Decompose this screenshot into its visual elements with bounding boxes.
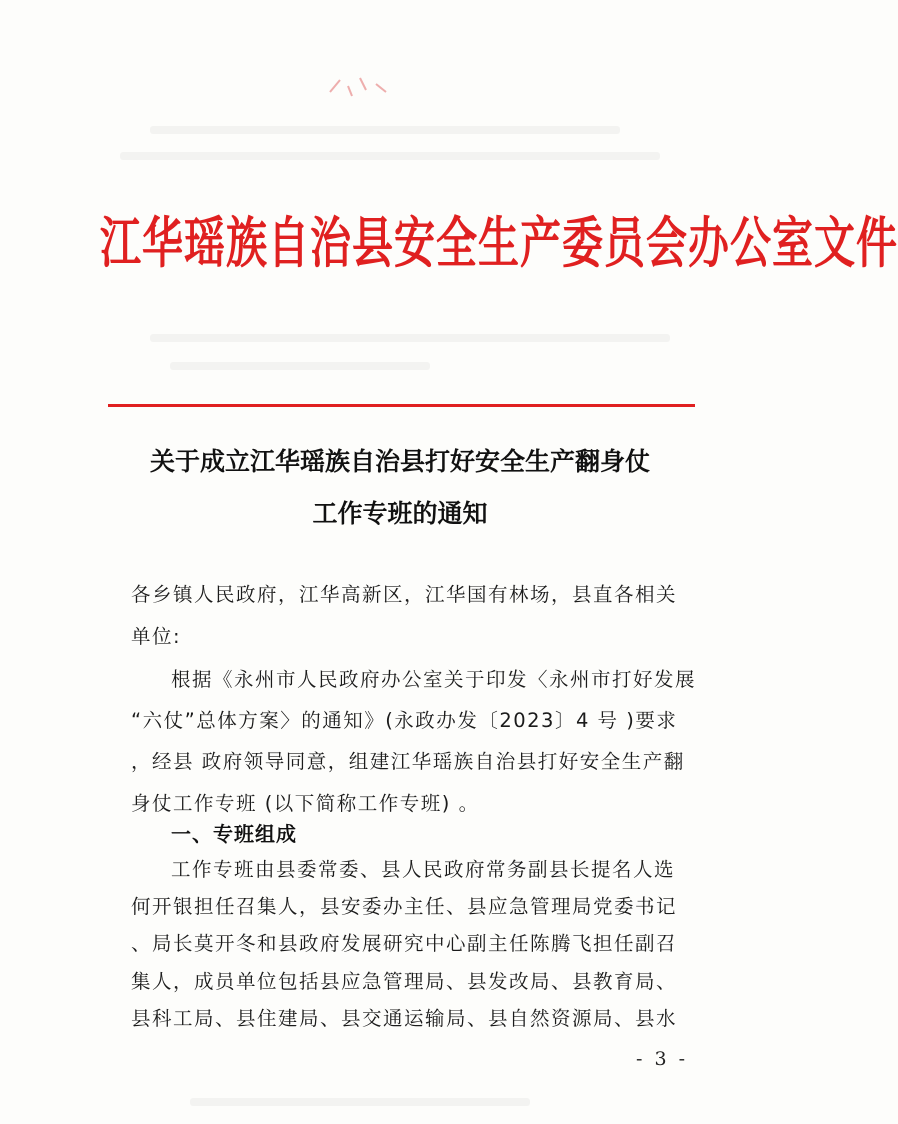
bleed-through-mark	[190, 1098, 530, 1106]
intro-line-1: 根据《永州市人民政府办公室关于印发〈永州市打好发展	[171, 668, 697, 691]
bleed-through-mark	[170, 362, 430, 370]
addressee-line-2: 单位:	[131, 625, 182, 648]
section1-line-3: 、局长莫开冬和县政府发展研究中心副主任陈腾飞担任副召	[131, 932, 678, 955]
bleed-through-mark	[150, 334, 670, 342]
section1-line-4: 集人，成员单位包括县应急管理局、县发改局、县教育局、	[131, 970, 678, 993]
bleed-through-mark	[150, 126, 620, 134]
section1-line-5: 县科工局、县住建局、县交通运输局、县自然资源局、县水	[131, 1007, 678, 1030]
intro-line-2: “六仗”总体方案〉的通知》(永政办发〔2023〕4 号 )要求	[131, 709, 678, 732]
red-ink-speck-mark	[326, 72, 396, 102]
bleed-through-mark	[120, 152, 660, 160]
section-heading-1: 一、专班组成	[171, 822, 297, 846]
section1-line-1: 工作专班由县委常委、县人民政府常务副县长提名人选	[171, 858, 676, 881]
intro-line-3: ，经县 政府领导同意，组建江华瑶族自治县打好安全生产翻	[131, 750, 685, 773]
issuer-header: 江华瑶族自治县安全生产委员会办公室文件	[100, 210, 898, 276]
section1-line-2: 何开银担任召集人，县安委办主任、县应急管理局党委书记	[131, 895, 678, 918]
document-title-line-2: 工作专班的通知	[312, 499, 488, 528]
intro-line-4: 身仗工作专班 (以下简称工作专班) 。	[131, 792, 480, 815]
page-number: - 3 -	[636, 1048, 689, 1070]
document-title-line-1: 关于成立江华瑶族自治县打好安全生产翻身仗	[149, 447, 650, 476]
red-divider-rule	[108, 404, 695, 407]
addressee-line-1: 各乡镇人民政府，江华高新区，江华国有林场，县直各相关	[131, 583, 678, 606]
